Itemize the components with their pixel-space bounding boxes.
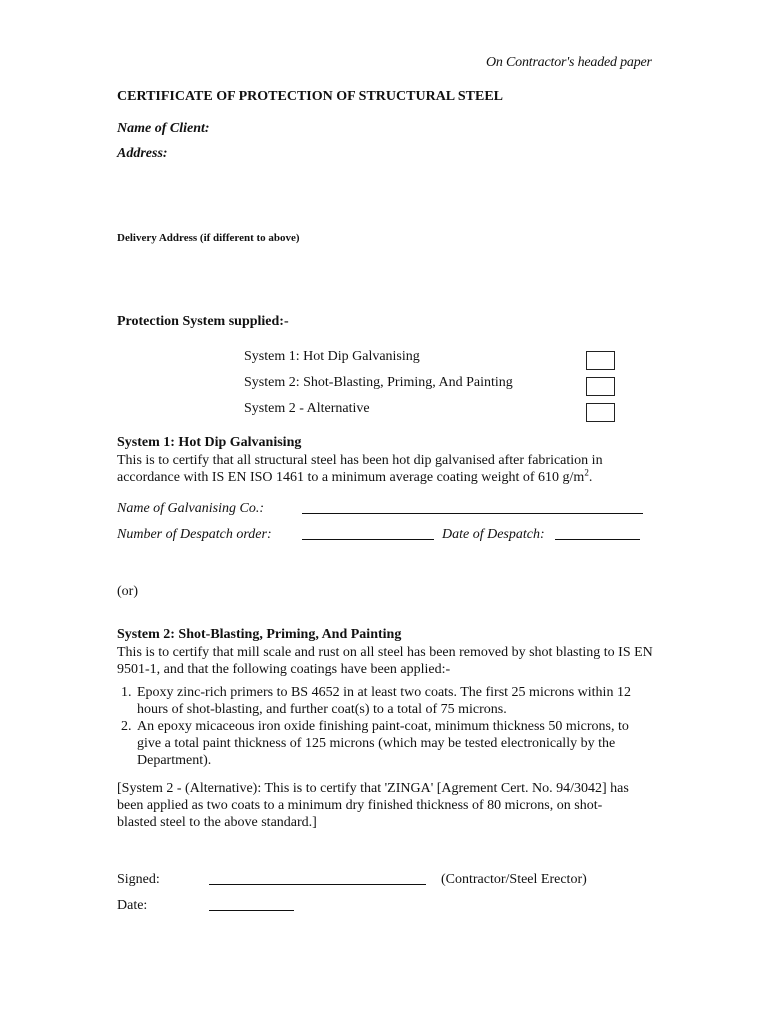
option-system1-label: System 1: Hot Dip Galvanising — [244, 349, 420, 364]
system2-text: This is to certify that mill scale and rust on all steel has been removed by shot blasting to IS EN 9501-1, and that the following coatings have been applied:- — [117, 645, 653, 677]
despatch-date-label: Date of Despatch: — [442, 527, 545, 542]
system1-heading: System 1: Hot Dip Galvanising — [117, 435, 302, 450]
despatch-date-field[interactable] — [555, 526, 640, 540]
contractor-role-label: (Contractor/Steel Erector) — [441, 872, 587, 887]
option-alternative-label: System 2 - Alternative — [244, 401, 370, 416]
galvanising-co-label: Name of Galvanising Co.: — [117, 501, 264, 516]
signature-field[interactable] — [209, 871, 426, 885]
client-address-label: Address: — [117, 146, 168, 161]
date-label: Date: — [117, 898, 148, 913]
despatch-order-label: Number of Despatch order: — [117, 527, 272, 542]
system2-heading: System 2: Shot-Blasting, Priming, And Painting — [117, 627, 402, 642]
page-title: CERTIFICATE OF PROTECTION OF STRUCTURAL STEEL — [117, 89, 504, 104]
alternative-text: [System 2 - (Alternative): This is to certify that 'ZINGA' [Agrement Cert. No. 94/3042] has been applied as two coats to a minimum dry finished thickness of 80 microns, on shot-blasted steel to the above standard.] — [117, 781, 629, 830]
option-system2-checkbox[interactable] — [586, 377, 615, 396]
coatings-list — [117, 684, 655, 769]
client-name-label: Name of Client: — [117, 121, 210, 136]
system1-text: This is to certify that all structural steel has been hot dip galvanised after fabrication in accordance with IS EN ISO 1461 to a minimum average coating weight of 610 $g/m^2$. — [117, 453, 603, 485]
galvanising-co-field[interactable] — [302, 500, 643, 514]
or-text: (or) — [117, 584, 138, 599]
coating-item-2: 2. An epoxy micaceous iron oxide finishing paint-coat, minimum thickness 50 microns, to give a total paint thickness of 125 microns (which may be tested electronically by the Department). — [135, 718, 655, 769]
coating-item-1: 1. Epoxy zinc-rich primers to BS 4652 in at least two coats. The first 25 microns within 12 hours of shot-blasting, and further coat(s) to a total of 75 microns. — [135, 684, 655, 718]
despatch-order-field[interactable] — [302, 526, 434, 540]
delivery-address-label: Delivery Address (if different to above) — [117, 232, 300, 244]
date-field[interactable] — [209, 897, 294, 911]
protection-heading: Protection System supplied:- — [117, 314, 289, 329]
signed-label: Signed: — [117, 872, 160, 887]
header-note: On Contractor's headed paper — [486, 55, 652, 70]
option-system1-checkbox[interactable] — [586, 351, 615, 370]
option-system2-label: System 2: Shot-Blasting, Priming, And Painting — [244, 375, 513, 390]
option-alternative-checkbox[interactable] — [586, 403, 615, 422]
